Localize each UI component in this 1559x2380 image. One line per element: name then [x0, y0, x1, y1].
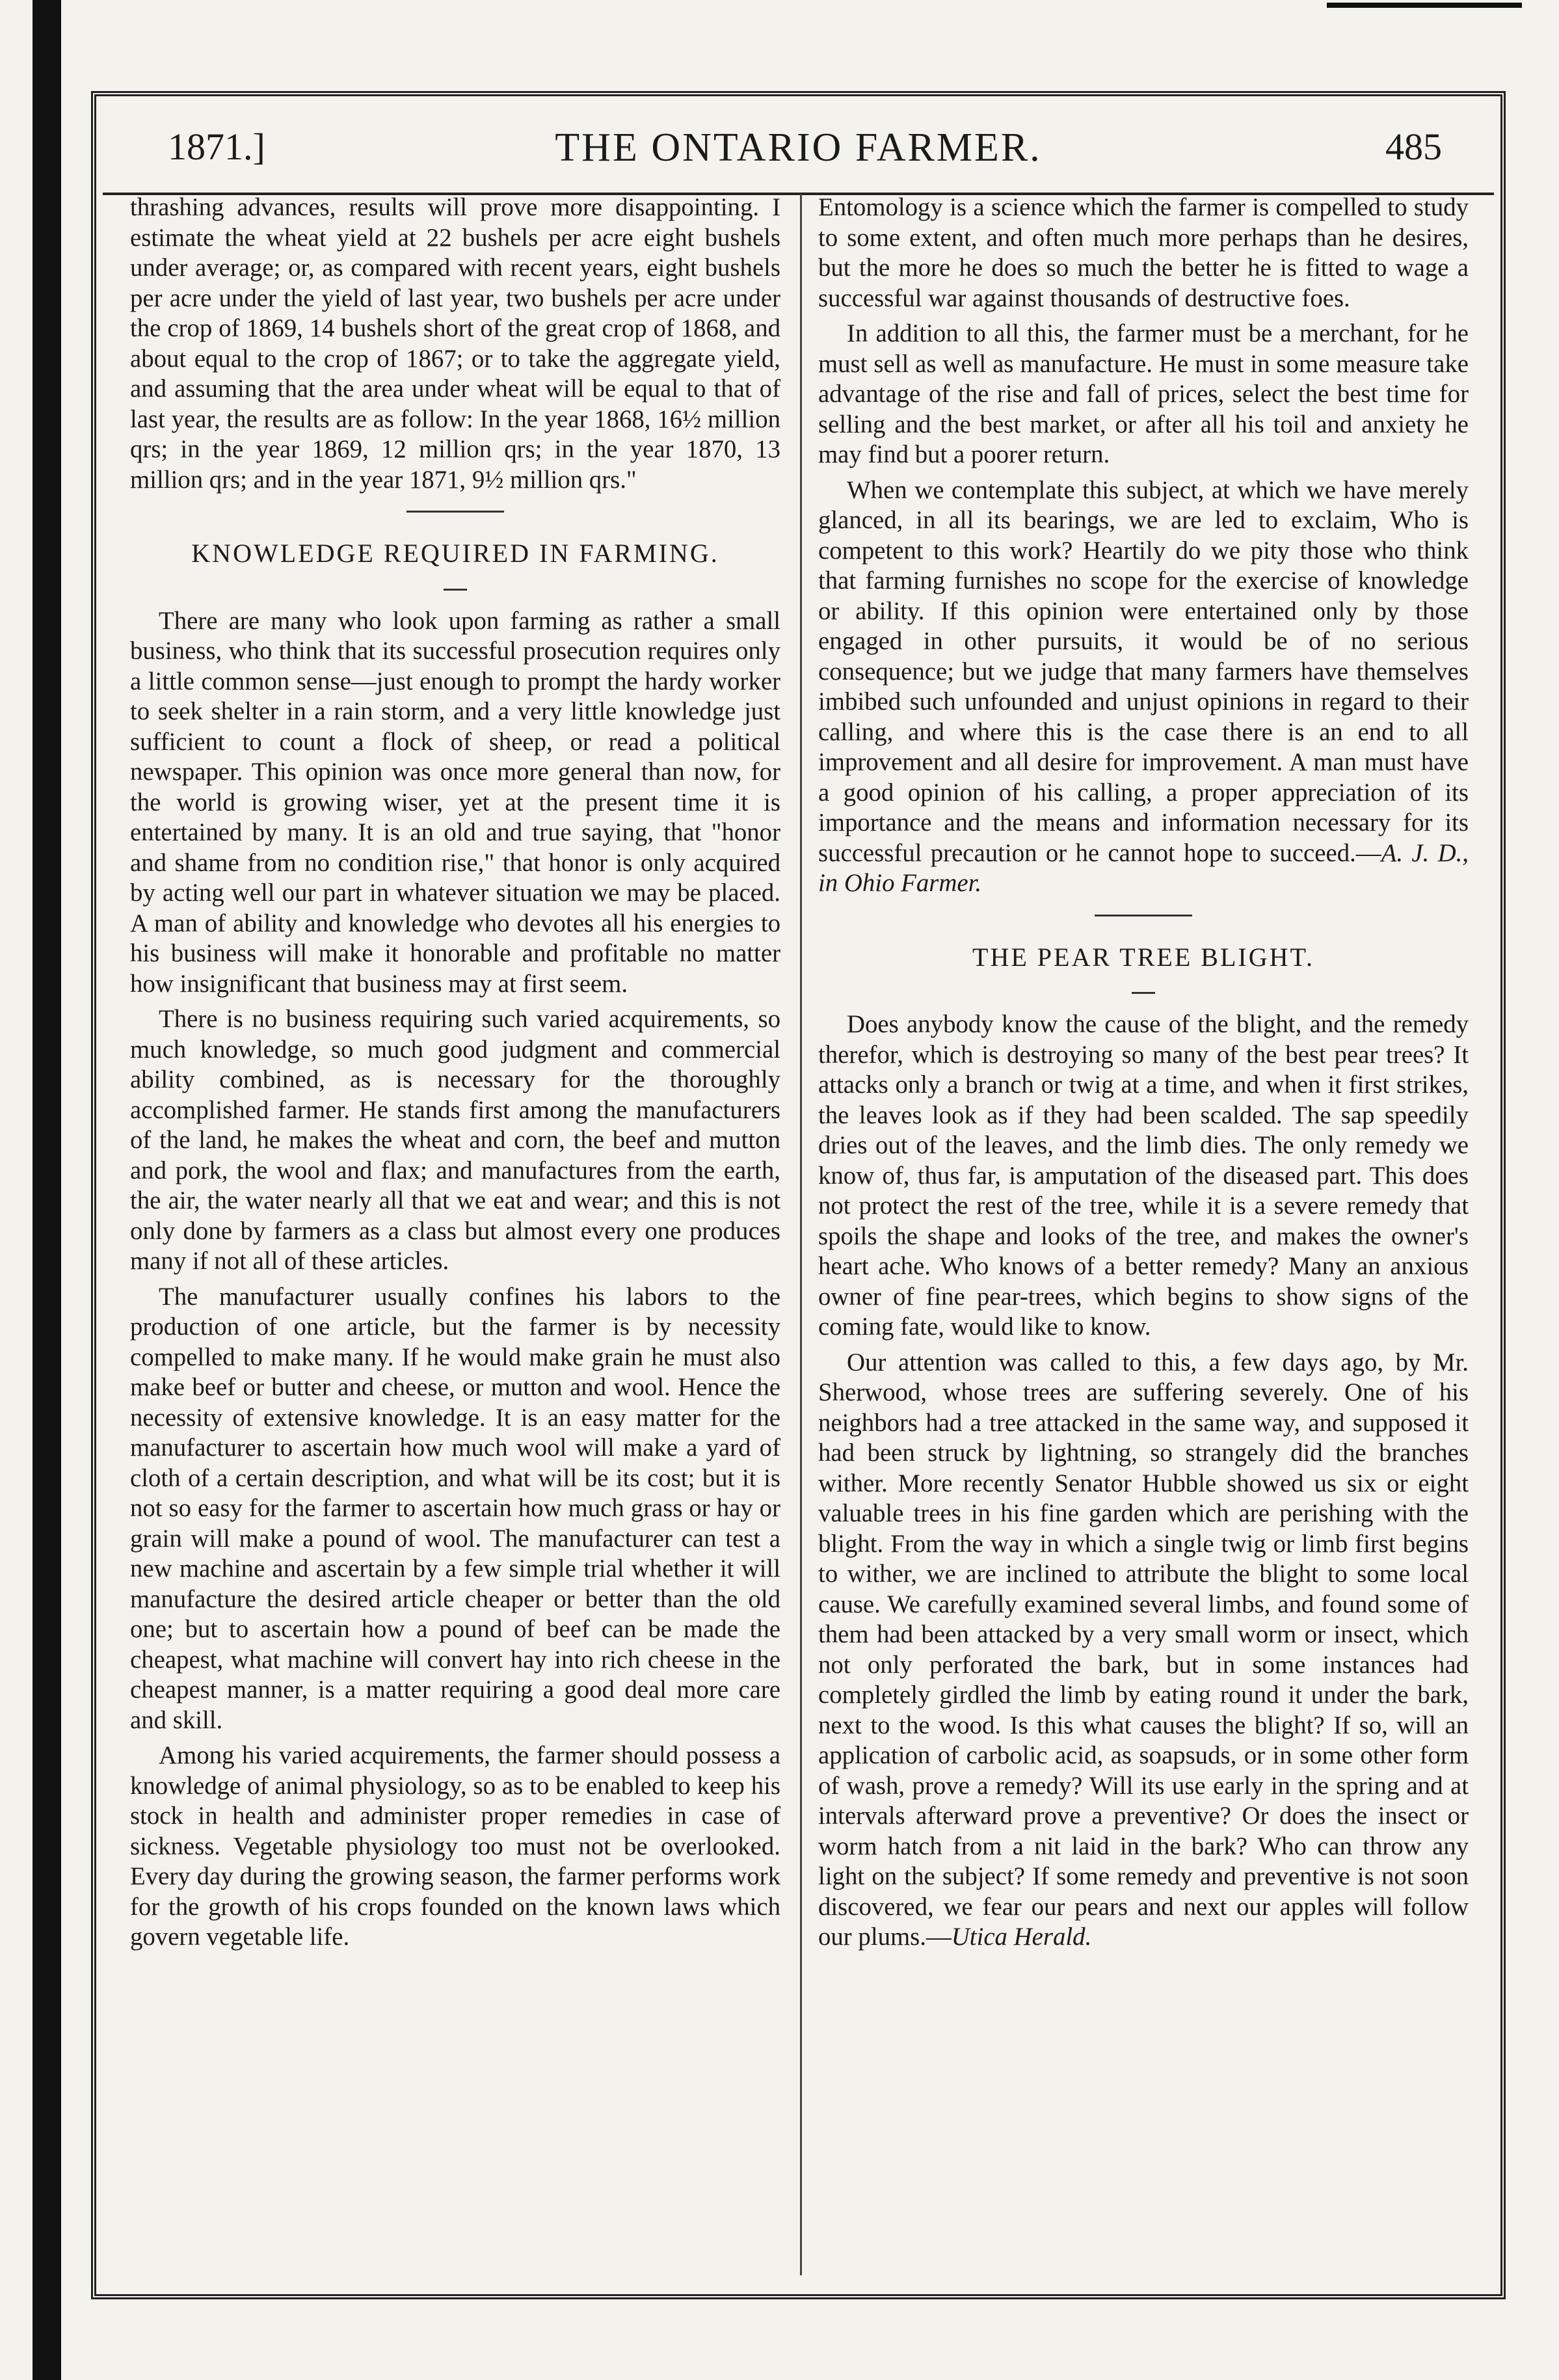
- article-paragraph: Entomology is a science which the farmer is compelled to study to some extent, and often much more perhaps than he desires, but the more he does so much the better he is fitted to wage a successful war against thousands of destructive foes.: [818, 193, 1469, 312]
- article-heading-knowledge: KNOWLEDGE REQUIRED IN FARMING.: [191, 539, 719, 568]
- article-paragraph: The manufacturer usually confines his labors to the production of one article, but the farmer is by necessity compelled to make many. If he would make grain he must also make beef or butter and cheese, or mutton and wool. Hence the necessity of extensive knowledge. It is an easy matter for the manufacturer to ascertain how much wool will make a yard of cloth of a certain description, and what will be its cost; but it is not so easy for the farmer to ascertain how much grass or hay or grain will make a pound of wool. The manufacturer can test a new machine and ascertain by a few simple trial whether it will manufacture the desired article cheaper or better than the old one; but to ascertain how a pound of beef can be made the cheapest, what machine will convert hay into rich cheese in the cheapest manner, is a matter requiring a good deal more care and skill.: [130, 1282, 780, 1734]
- article-paragraph: [818, 1348, 1469, 1953]
- scan-top-rule: [1327, 3, 1522, 8]
- paragraph-text: When we contemplate this subject, at which we have merely glanced, in all its bearings, we are led to exclaim, Who is competent to this work? Heartily do we pity those who think that farming furnishes no scope for the exercise of knowledge or ability. If this opinion were entertained only by those engaged in other pursuits, it would be of no serious consequence; but we judge that many farmers have themselves imbibed such unfounded and unjust opinions in regard to their calling, and where this is the case there is an end to all improvement and all desire for improvement. A man must have a good opinion of his calling, a proper appreciation of its importance and the means and information necessary for its successful precaution or he cannot hope to succeed.—: [818, 475, 1469, 867]
- article-paragraph: Among his varied acquirements, the farmer should possess a knowledge of animal physiology, so as to be enabled to keep his stock in health and administer proper remedies in case of sickness. Vegetable physiology too must not be overlooked. Every day during the growing season, the farmer performs work for the growth of his crops founded on the known laws which govern vegetable life.: [130, 1741, 780, 1951]
- column-divider: [800, 194, 802, 2275]
- article-paragraph: In addition to all this, the farmer must be a merchant, for he must sell as well as manufacture. He must in some measure take advantage of the rise and fall of prices, select the best time for selling and the best market, or after all his toil and anxiety he may find but a poorer return.: [818, 319, 1469, 468]
- header-year: 1871.]: [168, 126, 265, 168]
- paragraph-text: Our attention was called to this, a few days ago, by Mr. Sherwood, whose trees are suffering severely. One of his neighbors had a tree attacked in the same way, and supposed it had been struck by lightning, so strangely did the branches wither. More recently Senator Hubble showed us six or eight valuable trees in his fine garden which are perishing with the blight. From the way in which a single twig or limb first begins to wither, we are inclined to attribute the blight to some local cause. We carefully examined several limbs, and found some of them had been attacked by a very small worm or insect, which not only perforated the bark, but in some instances had completely girdled the limb by eating round it under the bark, next to the wood. Is this what causes the blight? If so, will an application of carbolic acid, as soapsuds, or in some other form of wash, prove a remedy? Will its use early in the spring and at intervals afterward prove a preventive? Or does the insect or worm hatch from a nit laid in the bark? Who can throw any light on the subject? If some remedy and preventive is not soon discovered, we fear our pears and next our apples will follow our plums.—: [818, 1348, 1469, 1951]
- header-page-number: 485: [1385, 126, 1442, 168]
- article-paragraph: There is no business requiring such varied acquirements, so much knowledge, so much good judgment and commercial ability combined, as is necessary for the thoroughly accomplished farmer. He stands first among the manufacturers of the land, he makes the wheat and corn, the beef and mutton and pork, the wool and flax; and manufactures from the earth, the air, the water nearly all that we eat and wear; and this is not only done by farmers as a class but almost every one produces many if not all of these articles.: [130, 1005, 780, 1275]
- section-divider: [406, 511, 504, 513]
- continued-paragraph: thrashing advances, results will prove more disappointing. I estimate the wheat yield at 22 bushels per acre eight bushels under average; or, as compared with recent years, eight bushels per acre under the yield of last year, two bushels per acre under the crop of 1869, 14 bushels short of the great crop of 1868, and about equal to the crop of 1867; or to take the aggregate yield, and assuming that the area under wheat will be equal to that of last year, the results are as follow: In the year 1868, 16½ million qrs; in the year 1869, 12 million qrs; in the year 1870, 13 million qrs; and in the year 1871, 9½ million qrs.": [130, 193, 780, 494]
- section-divider: [1095, 915, 1192, 916]
- heading-rule: [444, 589, 467, 591]
- article-heading-pear-blight: THE PEAR TREE BLIGHT.: [972, 942, 1314, 972]
- scan-edge-bar: [33, 0, 61, 2380]
- source-signature: Utica Herald.: [951, 1923, 1092, 1951]
- source-signature: A. J. D., in Ohio Farmer.: [818, 838, 1469, 897]
- article-paragraph: Does anybody know the cause of the blight, and the remedy therefor, which is destroying so many of the best pear trees? It attacks only a branch or twig at a time, and when it first strikes, the leaves look as if they had been scalded. The sap speedily dries out of the leaves, and the limb dies. The only remedy we know of, thus far, is amputation of the diseased part. This does not protect the rest of the tree, while it is a severe remedy that spoils the shape and looks of the tree, and makes the owner's heart ache. Who knows of a better remedy? Many an anxious owner of fine pear-trees, which begins to show signs of the coming fate, would like to know.: [818, 1010, 1469, 1341]
- header-title: THE ONTARIO FARMER.: [555, 126, 1042, 170]
- page-header: [96, 109, 1500, 181]
- article-paragraph: [818, 475, 1469, 899]
- left-column: [130, 193, 780, 1958]
- newspaper-page: [91, 91, 1506, 2299]
- right-column: [818, 193, 1469, 1958]
- heading-rule: [1132, 992, 1155, 994]
- article-paragraph: There are many who look upon farming as rather a small business, who think that its successful prosecution requires only a little common sense—just enough to prompt the hardy worker to seek shelter in a rain storm, and a very little knowledge just sufficient to count a flock of sheep, or read a political newspaper. This opinion was once more general than now, for the world is growing wiser, yet at the present time it is entertained by many. It is an old and true saying, that "honor and shame from no condition rise," that honor is only acquired by acting well our part in whatever situation we may be placed. A man of ability and knowledge who devotes all his energies to his business will make it honorable and profitable no matter how insignificant that business may at first seem.: [130, 606, 780, 998]
